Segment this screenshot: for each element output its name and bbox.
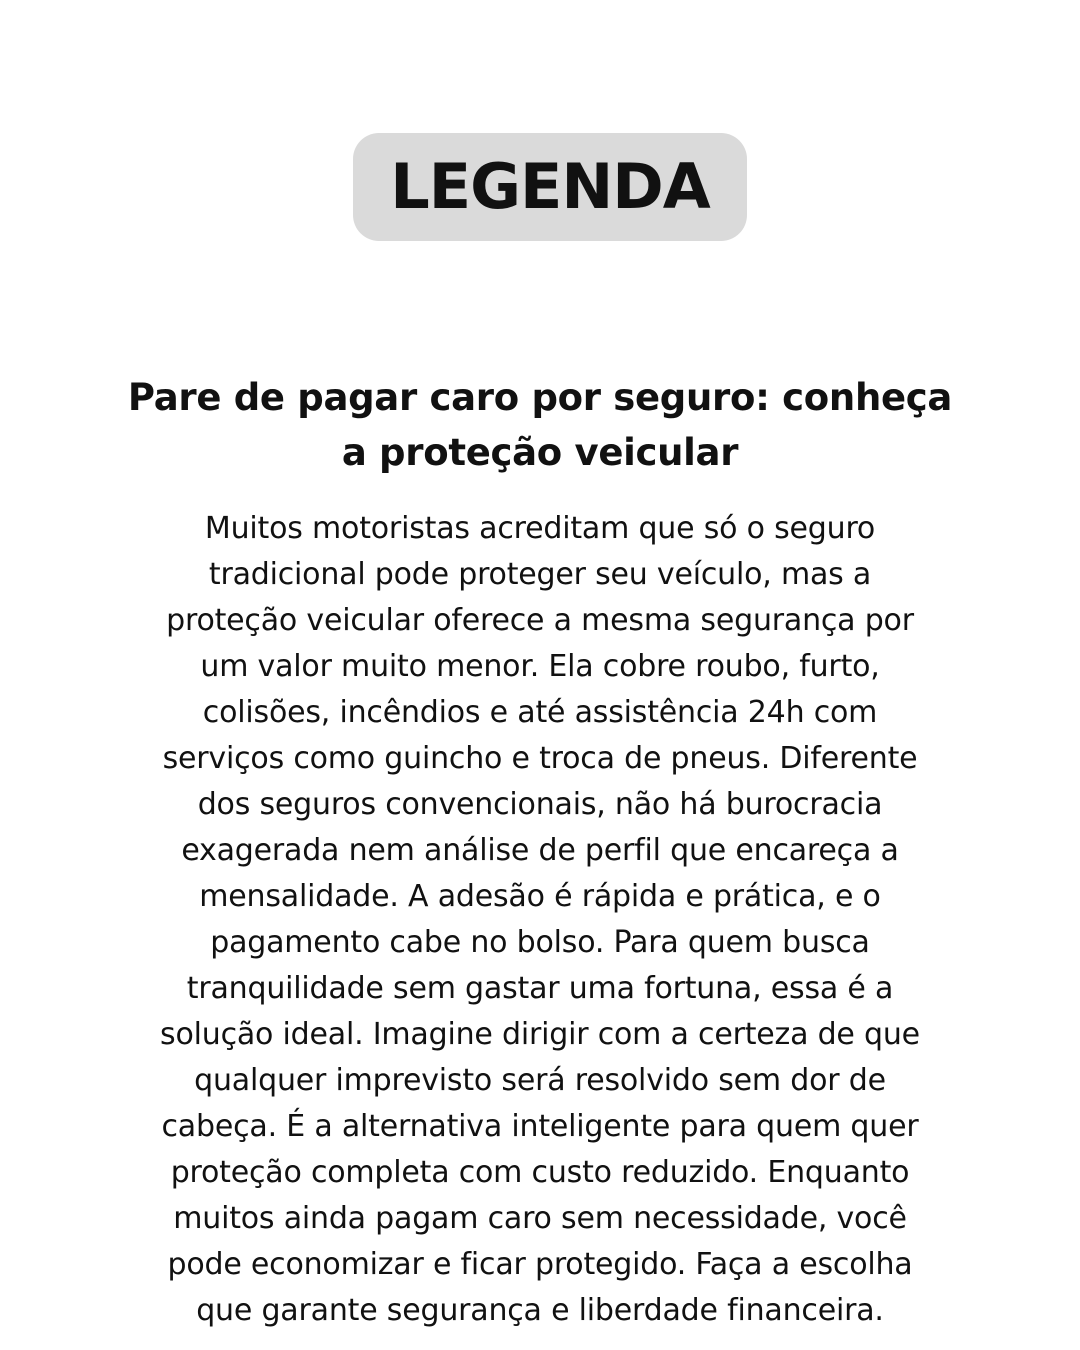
body-line: Muitos motoristas acreditam que só o seguro	[204, 511, 876, 546]
body-line: um valor muito menor. Ela cobre roubo, furto,	[200, 649, 880, 684]
caption-badge	[353, 133, 747, 241]
body-line: serviços como guincho e troca de pneus. Diferente	[162, 741, 918, 776]
body-line: mensalidade. A adesão é rápida e prática, e o	[199, 879, 881, 914]
body-line: dos seguros convencionais, não há burocracia	[197, 787, 883, 822]
body-line: colisões, incêndios e até assistência 24h com	[202, 695, 878, 730]
body-line: muitos ainda pagam caro sem necessidade, você	[173, 1201, 907, 1236]
headline	[100, 370, 980, 480]
body-line: tranquilidade sem gastar uma fortuna, essa é a	[186, 971, 894, 1006]
headline-line: Pare de pagar caro por seguro: conheça	[127, 376, 953, 419]
body-line: exagerada nem análise de perfil que encareça a	[181, 833, 899, 868]
badge-label: LEGENDA	[390, 150, 710, 223]
body-line: proteção completa com custo reduzido. Enquanto	[170, 1155, 910, 1190]
body-paragraph	[105, 506, 975, 1334]
body-line: solução ideal. Imagine dirigir com a certeza de que	[160, 1017, 920, 1052]
body-line: tradicional pode proteger seu veículo, mas a	[208, 557, 872, 592]
body-line: proteção veicular oferece a mesma segurança por	[166, 603, 914, 638]
body-line: cabeça. É a alternativa inteligente para quem quer	[161, 1109, 919, 1144]
headline-line: a proteção veicular	[341, 431, 739, 474]
body-line: que garante segurança e liberdade financeira.	[196, 1293, 884, 1328]
body-line: qualquer imprevisto será resolvido sem dor de	[194, 1063, 886, 1098]
body-line: pode economizar e ficar protegido. Faça a escolha	[167, 1247, 913, 1282]
body-line: pagamento cabe no bolso. Para quem busca	[210, 925, 870, 960]
